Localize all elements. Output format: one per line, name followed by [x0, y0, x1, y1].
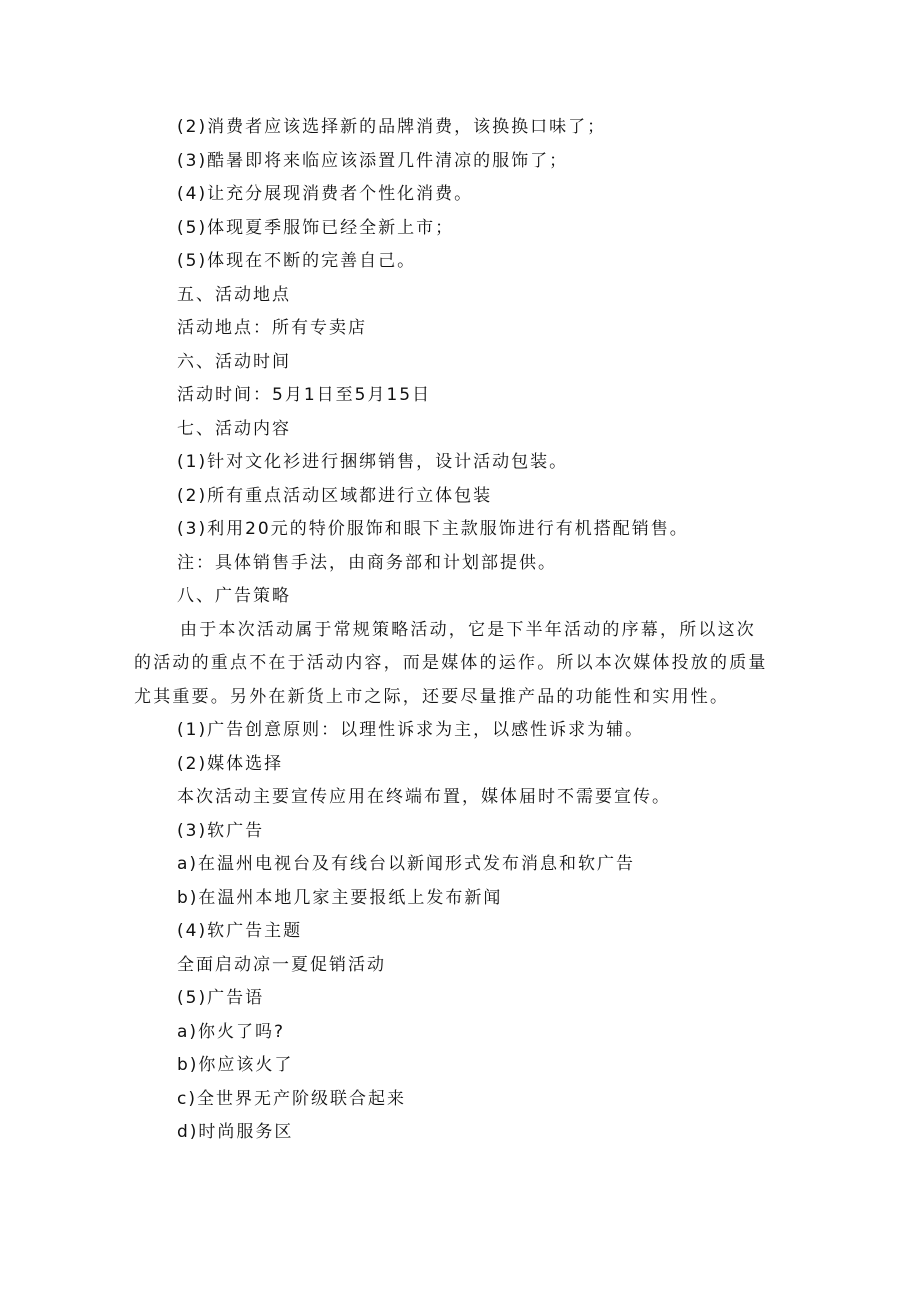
text-line: (3)软广告: [177, 820, 265, 841]
text-line: 活动时间：5月1日至5月15日: [177, 385, 432, 405]
text-line: (5)体现夏季服饰已经全新上市；: [177, 217, 455, 238]
section-heading: 五、活动地点: [177, 284, 291, 305]
text-line: 注：具体销售手法，由商务部和计划部提供。: [177, 552, 557, 573]
text-line: b)在温州本地几家主要报纸上发布新闻: [177, 887, 503, 908]
text-line: 活动地点：所有专卖店: [177, 318, 367, 338]
text-line: (1)针对文化衫进行捆绑销售，设计活动包装。: [177, 452, 569, 472]
document-body: [134, 111, 768, 1150]
text-line: (5)广告语: [177, 988, 265, 1008]
text-line: 本次活动主要宣传应用在终端布置，媒体届时不需要宣传。: [177, 787, 671, 807]
text-line: c)全世界无产阶级联合起来: [177, 1088, 406, 1109]
text-line: b)你应该火了: [177, 1055, 294, 1075]
text-line: 全面启动凉一夏促销活动: [177, 954, 386, 975]
body-paragraph: [134, 614, 768, 715]
paragraph-line: 的活动的重点不在于活动内容，而是媒体的运作。所以本次媒体投放的质量: [134, 653, 768, 673]
text-line: (3)酷暑即将来临应该添置几件清凉的服饰了；: [177, 150, 569, 171]
text-line: (2)媒体选择: [177, 753, 284, 774]
section-heading: 六、活动时间: [177, 351, 291, 372]
text-line: (2)所有重点活动区域都进行立体包装: [177, 485, 493, 506]
section-heading: 八、广告策略: [177, 586, 291, 606]
paragraph-line: 尤其重要。另外在新货上市之际，还要尽量推产品的功能性和实用性。: [134, 686, 730, 707]
text-line: (4)让充分展现消费者个性化消费。: [177, 184, 474, 204]
paragraph-line: 由于本次活动属于常规策略活动，它是下半年活动的序幕，所以这次: [180, 619, 756, 640]
text-line: a)你火了吗?: [177, 1021, 286, 1042]
text-line: d)时尚服务区: [177, 1122, 294, 1142]
text-line: a)在温州电视台及有线台以新闻形式发布消息和软广告: [177, 854, 636, 874]
text-line: (5)体现在不断的完善自己。: [177, 251, 417, 271]
text-line: (3)利用20元的特价服饰和眼下主款服饰进行有机搭配销售。: [177, 519, 689, 539]
text-line: (1)广告创意原则：以理性诉求为主，以感性诉求为辅。: [177, 720, 645, 740]
section-heading: 七、活动内容: [177, 418, 291, 439]
text-line: (4)软广告主题: [177, 921, 303, 941]
text-line: (2)消费者应该选择新的品牌消费，该换换口味了；: [177, 117, 607, 137]
